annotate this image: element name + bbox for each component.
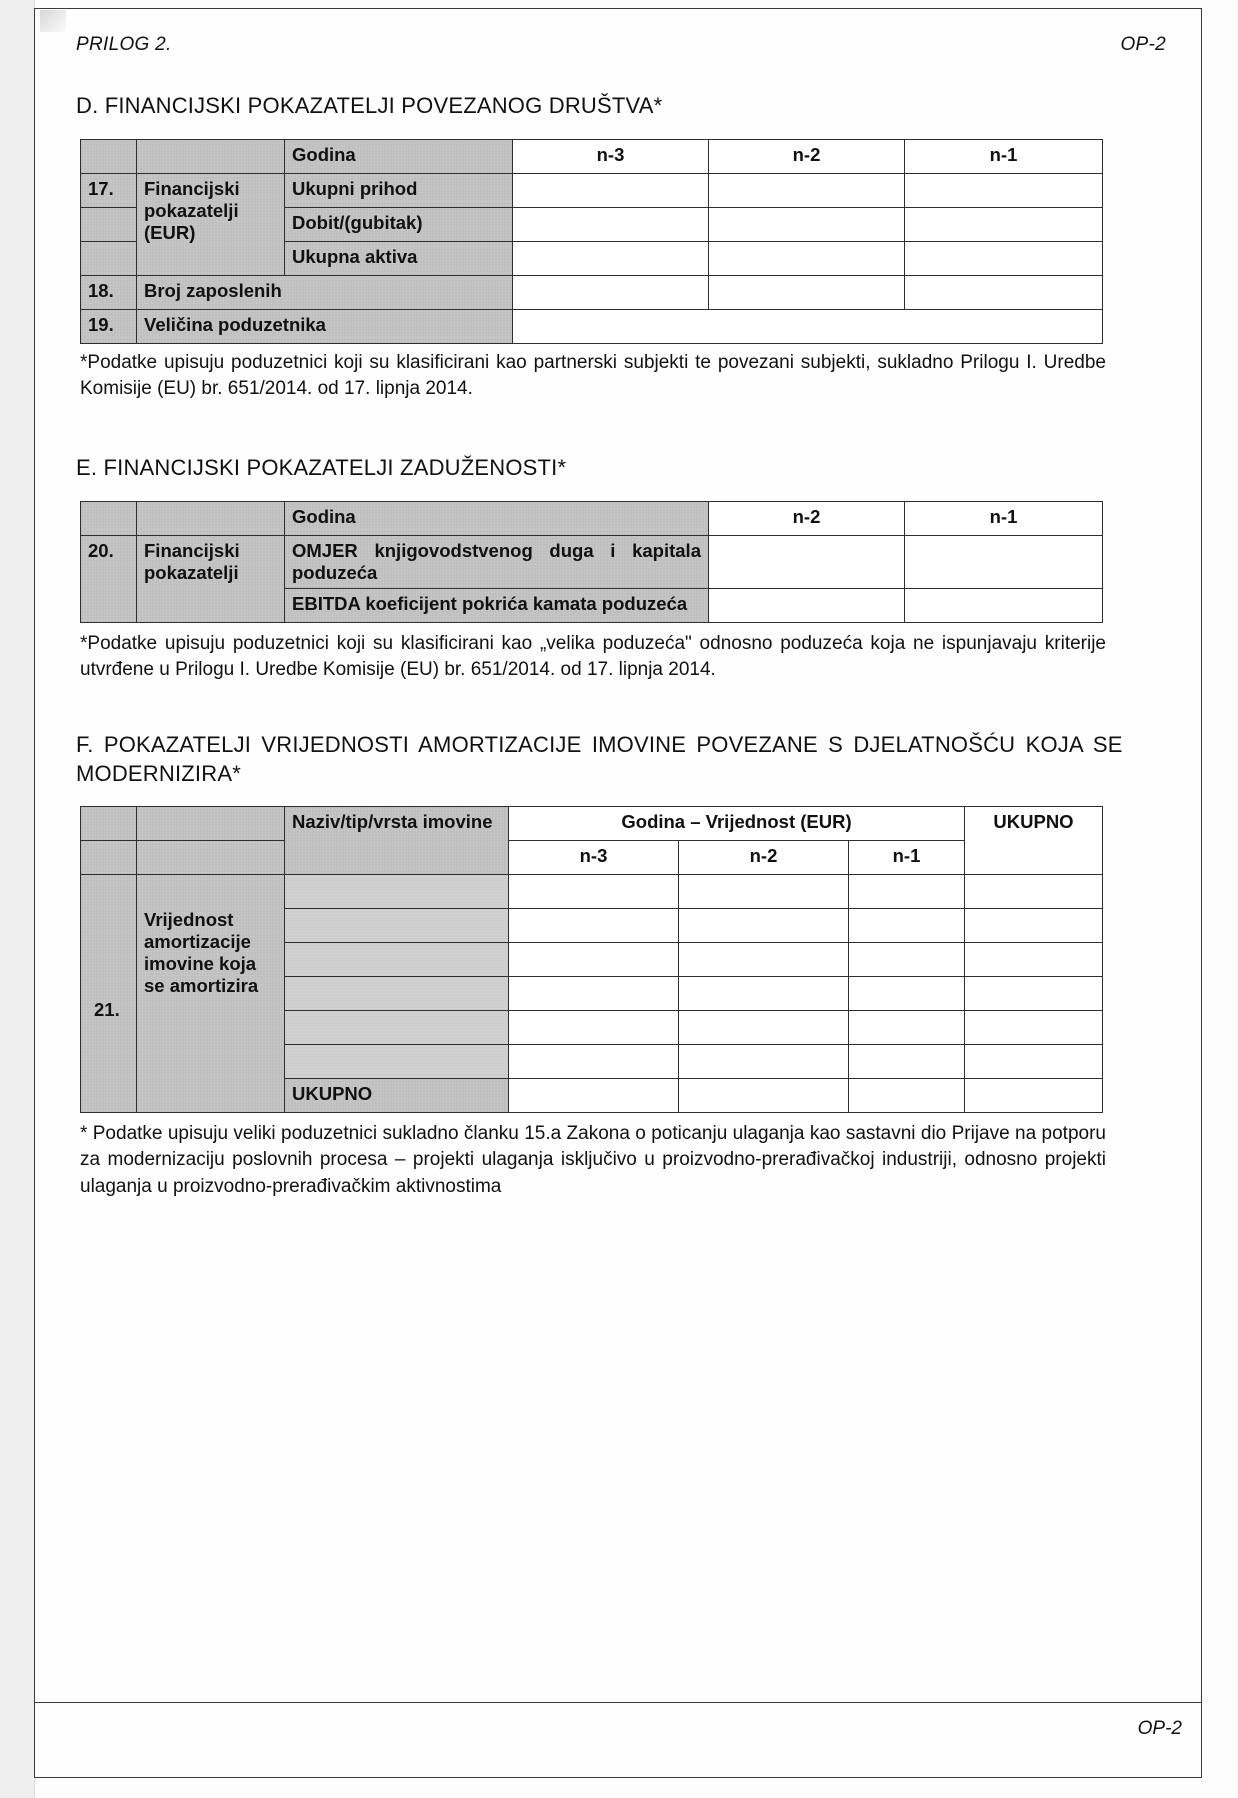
cell-blank-shaded (137, 139, 285, 173)
total-row-label: UKUPNO (285, 1079, 509, 1113)
input-cell[interactable] (965, 1011, 1103, 1045)
input-cell[interactable] (509, 1079, 679, 1113)
year-label-cell: Godina (285, 501, 709, 535)
table-row (81, 875, 1103, 909)
year-column-header-n3: n-3 (509, 841, 679, 875)
asset-name-input[interactable] (285, 1011, 509, 1045)
scan-corner-smudge (40, 10, 66, 32)
table-row (81, 275, 1103, 309)
row-number-18: 18. (81, 275, 137, 309)
input-cell[interactable] (509, 909, 679, 943)
year-label-cell: Godina (285, 139, 513, 173)
table-row (81, 501, 1103, 535)
footer-divider (34, 1702, 1202, 1703)
input-cell[interactable] (679, 1079, 849, 1113)
section-e-note: *Podatke upisuju poduzetnici koji su klasificirani kao „velika poduzeća" odnosno poduzeća koja ne ispunjavaju kriterije utvrđene u Prilogu I. Uredbe Komisije (EU) br. 651/2014. od 17. lipnja 2014. (80, 632, 1106, 680)
total-column-header: UKUPNO (965, 807, 1103, 875)
input-cell[interactable] (709, 241, 905, 275)
section-f-note: * Podatke upisuju veliki poduzetnici sukladno članku 15.a Zakona o poticanju ulaganja kao sastavni dio Prijave na potporu za modernizaciju poslovnih procesa – projekti ulaganja isključivo u proizvodno-prerađivačkoj industriji, odnosno projekti ulaganja u proizvodno-prerađivačkim aktivnostima (80, 1123, 1106, 1197)
input-cell[interactable] (679, 977, 849, 1011)
input-cell[interactable] (709, 207, 905, 241)
table-row (81, 807, 1103, 841)
year-column-header-n2: n-2 (709, 139, 905, 173)
row-label-employee-count: Broj zaposlenih (137, 275, 513, 309)
input-cell[interactable] (509, 977, 679, 1011)
year-column-header-n2: n-2 (679, 841, 849, 875)
input-cell[interactable] (679, 943, 849, 977)
input-cell[interactable] (513, 173, 709, 207)
table-row (81, 173, 1103, 207)
input-cell[interactable] (513, 275, 709, 309)
input-cell[interactable] (965, 875, 1103, 909)
input-cell[interactable] (905, 173, 1103, 207)
asset-name-input[interactable] (285, 943, 509, 977)
table-row (81, 309, 1103, 343)
section-f-table (80, 806, 1103, 1113)
header-left-label: PRILOG 2. (76, 34, 172, 55)
input-cell[interactable] (905, 241, 1103, 275)
input-cell[interactable] (905, 207, 1103, 241)
input-cell[interactable] (905, 535, 1103, 588)
asset-name-header: Naziv/tip/vrsta imovine (285, 807, 509, 875)
cell-blank-shaded (137, 501, 285, 535)
input-cell[interactable] (513, 241, 709, 275)
cell-blank-shaded (81, 501, 137, 535)
page-header (76, 34, 1166, 62)
section-f-title: F. POKAZATELJI VRIJEDNOSTI AMORTIZACIJE IMOVINE POVEZANE S DJELATNOŠĆU KOJA SE MODERNIZIRA* (76, 732, 1123, 786)
year-group-header: Godina – Vrijednost (EUR) (509, 807, 965, 841)
input-cell[interactable] (709, 275, 905, 309)
input-cell[interactable] (509, 1045, 679, 1079)
input-cell[interactable] (905, 588, 1103, 622)
scan-edge-shadow (0, 0, 35, 1798)
row-group-label-financial-indicators: Financijski pokazatelji (137, 535, 285, 622)
row-group-label-depreciation-value: Vrijednost amortizacije imovine koja se amortizira (137, 875, 285, 1113)
cell-blank-shaded (81, 807, 137, 841)
input-cell[interactable] (509, 1011, 679, 1045)
row-number-19: 19. (81, 309, 137, 343)
section-d-note: *Podatke upisuju poduzetnici koji su klasificirani kao partnerski subjekti te povezani subjekti, sukladno Prilogu I. Uredbe Komisije (EU) br. 651/2014. od 17. lipnja 2014. (80, 351, 1106, 399)
input-cell[interactable] (849, 1079, 965, 1113)
row-label-profit-loss: Dobit/(gubitak) (285, 207, 513, 241)
table-row (81, 841, 1103, 875)
table-row (81, 535, 1103, 588)
row-label-total-revenue: Ukupni prihod (285, 173, 513, 207)
row-label-debt-equity-ratio: OMJER knjigovodstvenog duga i kapitala poduzeća (285, 535, 709, 588)
asset-name-input[interactable] (285, 909, 509, 943)
input-cell[interactable] (679, 875, 849, 909)
section-d-title: D. FINANCIJSKI POKAZATELJI POVEZANOG DRUŠTVA* (76, 93, 663, 118)
row-number-20: 20. (81, 535, 137, 622)
cell-blank-shaded (81, 139, 137, 173)
row-label-enterprise-size: Veličina poduzetnika (137, 309, 513, 343)
row-label-total-assets: Ukupna aktiva (285, 241, 513, 275)
input-cell[interactable] (849, 1011, 965, 1045)
input-cell[interactable] (709, 535, 905, 588)
row-number-21: 21. (94, 999, 120, 1021)
asset-name-input[interactable] (285, 1045, 509, 1079)
asset-name-input[interactable] (285, 977, 509, 1011)
table-row (81, 139, 1103, 173)
input-cell[interactable] (709, 588, 905, 622)
cell-blank-shaded (81, 841, 137, 875)
input-cell[interactable] (849, 977, 965, 1011)
cell-blank-shaded (81, 875, 137, 1113)
input-cell[interactable] (849, 1045, 965, 1079)
input-cell[interactable] (513, 309, 1103, 343)
section-e-title: E. FINANCIJSKI POKAZATELJI ZADUŽENOSTI* (76, 455, 567, 481)
year-column-header-n3: n-3 (513, 139, 709, 173)
input-cell[interactable] (965, 1045, 1103, 1079)
input-cell[interactable] (679, 1045, 849, 1079)
input-cell[interactable] (849, 943, 965, 977)
input-cell[interactable] (849, 875, 965, 909)
asset-name-input[interactable] (285, 875, 509, 909)
footer-right-label: OP-2 (1137, 1718, 1182, 1739)
year-column-header-n1: n-1 (905, 139, 1103, 173)
input-cell[interactable] (679, 1011, 849, 1045)
input-cell[interactable] (965, 1079, 1103, 1113)
row-group-label-financial-indicators: Financijski pokazatelji (EUR) (137, 173, 285, 275)
section-e-table (80, 501, 1103, 623)
input-cell[interactable] (965, 943, 1103, 977)
header-right-label: OP-2 (1120, 34, 1166, 55)
input-cell[interactable] (709, 173, 905, 207)
cell-blank-shaded (137, 841, 285, 875)
input-cell[interactable] (965, 909, 1103, 943)
year-column-header-n1: n-1 (905, 501, 1103, 535)
input-cell[interactable] (905, 275, 1103, 309)
cell-blank-shaded (137, 807, 285, 841)
section-d-table (80, 139, 1103, 344)
row-label-ebitda-interest-coverage: EBITDA koeficijent pokrića kamata poduzeća (285, 588, 709, 622)
input-cell[interactable] (849, 909, 965, 943)
row-number-17: 17. (81, 173, 137, 207)
page-content (76, 34, 1166, 1200)
year-column-header-n2: n-2 (709, 501, 905, 535)
input-cell[interactable] (679, 909, 849, 943)
input-cell[interactable] (965, 977, 1103, 1011)
input-cell[interactable] (509, 875, 679, 909)
year-column-header-n1: n-1 (849, 841, 965, 875)
row-number-blank (81, 241, 137, 275)
input-cell[interactable] (509, 943, 679, 977)
input-cell[interactable] (513, 207, 709, 241)
row-number-blank (81, 207, 137, 241)
